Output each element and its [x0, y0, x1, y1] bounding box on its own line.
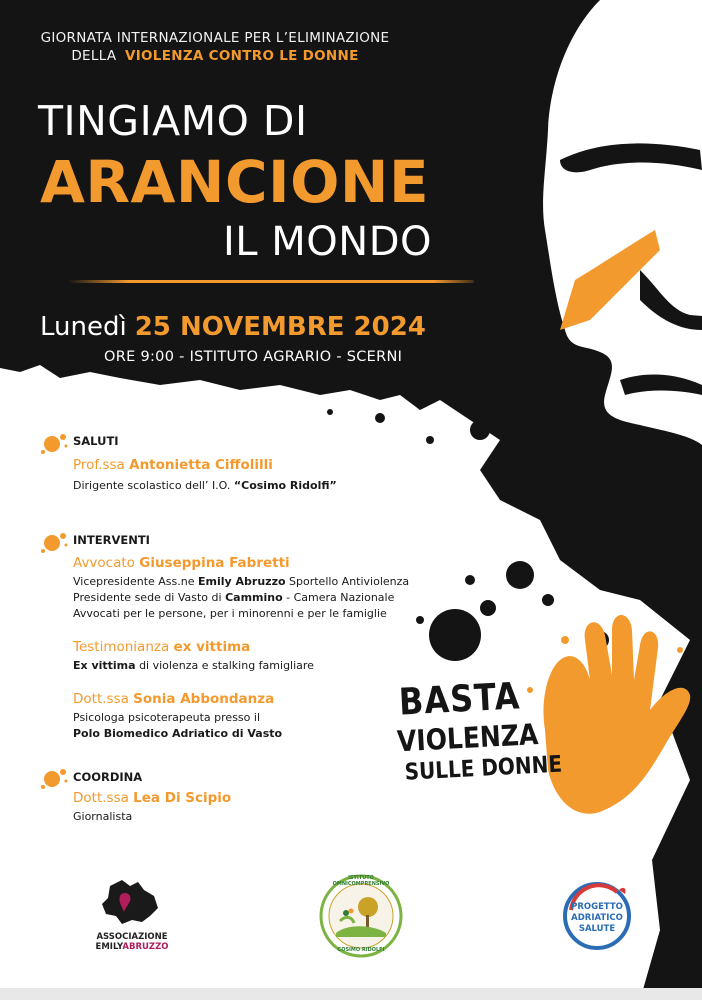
header-line-2-prefix: DELLA	[71, 48, 117, 64]
progetto-line-2: ADRIATICO	[571, 913, 623, 923]
progetto-logo-text	[561, 902, 633, 935]
splatter-bullet-icon	[38, 430, 72, 456]
slogan-line-3: SULLE DONNE	[403, 749, 563, 786]
role-abbondanza-line-2: Polo Biomedico Adriatico di Vasto	[73, 727, 283, 740]
splatter-drop	[327, 409, 333, 415]
logo-emily-line-2a: EMILY	[95, 942, 123, 952]
role-testimonianza-bold: Ex vittima	[73, 659, 136, 672]
role-saluti	[73, 478, 337, 494]
section-heading-interventi: INTERVENTI	[73, 533, 150, 547]
speaker-abbondanza	[73, 691, 274, 707]
event-day: Lunedì	[40, 312, 127, 342]
speaker-abbondanza-title: Dott.ssa	[73, 691, 129, 707]
splatter-drop	[416, 616, 424, 624]
header-line-1: GIORNATA INTERNAZIONALE PER L’ELIMINAZIONE	[40, 30, 390, 46]
speaker-coordina-title: Dott.ssa	[73, 790, 129, 806]
speaker-testimonianza-title: Testimonianza	[73, 639, 170, 655]
logo-emily-line-1: ASSOCIAZIONE	[96, 932, 168, 942]
speaker-coordina	[73, 790, 231, 806]
role-saluti-prefix: Dirigente scolastico dell’ I.O.	[73, 479, 231, 492]
role-fabretti-l2a: Presidente sede di Vasto di	[73, 591, 222, 604]
splatter-drop	[375, 413, 385, 423]
role-fabretti-l1c: Sportello Antiviolenza	[289, 575, 410, 588]
role-coordina: Giornalista	[73, 810, 133, 823]
splatter-bullet-icon	[38, 765, 72, 791]
speaker-fabretti	[73, 555, 290, 571]
role-fabretti-l2c: - Camera Nazionale	[286, 591, 395, 604]
title-line-2: ARANCIONE	[40, 148, 430, 216]
role-testimonianza	[73, 658, 314, 674]
header-line-2-accent: VIOLENZA CONTRO LE DONNE	[124, 48, 359, 64]
role-fabretti-line-2	[73, 590, 394, 606]
logo-emily-abruzzo	[92, 876, 172, 952]
slogan-line-2: VIOLENZA	[396, 717, 540, 759]
speaker-fabretti-title: Avvocato	[73, 555, 135, 571]
splatter-drop	[553, 513, 567, 527]
progetto-line-3: SALUTE	[578, 924, 616, 934]
orange-divider	[68, 280, 474, 283]
speaker-fabretti-name: Giuseppina Fabretti	[139, 555, 290, 571]
splatter-drop	[426, 436, 434, 444]
section-heading-saluti: SALUTI	[73, 434, 119, 448]
event-date-line	[40, 312, 426, 342]
school-logo-bottom-text: COSIMO RIDOLFI	[337, 947, 385, 953]
logo-progetto-adriatico-salute	[561, 880, 633, 956]
logo-emily-text	[92, 932, 172, 952]
role-fabretti-l2b: Cammino	[225, 591, 283, 604]
role-saluti-bold: “Cosimo Ridolfi”	[233, 479, 337, 492]
role-fabretti-line-3: Avvocati per le persone, per i minorenni e per le famiglie	[73, 607, 387, 620]
title-line-3: IL MONDO	[223, 219, 432, 265]
section-heading-coordina: COORDINA	[73, 770, 143, 784]
speaker-testimonianza	[73, 639, 250, 655]
splatter-drop	[480, 600, 496, 616]
role-abbondanza-line-1: Psicologa psicoterapeuta presso il	[73, 711, 261, 724]
header-line-2	[0, 48, 430, 64]
slogan-basta-violenza	[398, 675, 563, 784]
speaker-coordina-name: Lea Di Scipio	[133, 790, 232, 806]
role-fabretti-l1b: Emily Abruzzo	[198, 575, 286, 588]
splatter-drop	[497, 462, 513, 478]
slogan-line-1: BASTA	[397, 673, 522, 724]
school-logo-top-text: ISTITUTO OMNICOMPRENSIVO	[332, 875, 390, 887]
speaker-testimonianza-name: ex vittima	[173, 639, 251, 655]
event-date: 25 NOVEMBRE 2024	[134, 312, 426, 342]
splatter-drop	[506, 561, 534, 589]
role-fabretti-line-1	[73, 574, 409, 590]
logo-istituto-cosimo-ridolfi	[318, 873, 404, 963]
event-time-place: ORE 9:00 - ISTITUTO AGRARIO - SCERNI	[104, 349, 403, 365]
speaker-saluti-name: Antonietta Ciffolilli	[129, 457, 273, 473]
splatter-drop	[470, 420, 490, 440]
splatter-drop	[429, 609, 481, 661]
abruzzo-region-icon	[92, 876, 172, 928]
bottom-bar	[0, 988, 702, 1000]
role-fabretti-l1a: Vicepresidente Ass.ne	[73, 575, 195, 588]
role-testimonianza-rest: di violenza e stalking famigliare	[139, 659, 314, 672]
splatter-bullet-icon	[38, 529, 72, 555]
splatter-drop	[542, 594, 554, 606]
splatter-drop	[465, 575, 475, 585]
progetto-line-1: PROGETTO	[571, 902, 623, 912]
speaker-abbondanza-name: Sonia Abbondanza	[133, 691, 275, 707]
speaker-saluti-title: Prof.ssa	[73, 457, 125, 473]
logo-emily-line-2b: ABRUZZO	[122, 942, 169, 952]
title-line-1: TINGIAMO DI	[38, 97, 308, 145]
speaker-saluti	[73, 457, 273, 473]
